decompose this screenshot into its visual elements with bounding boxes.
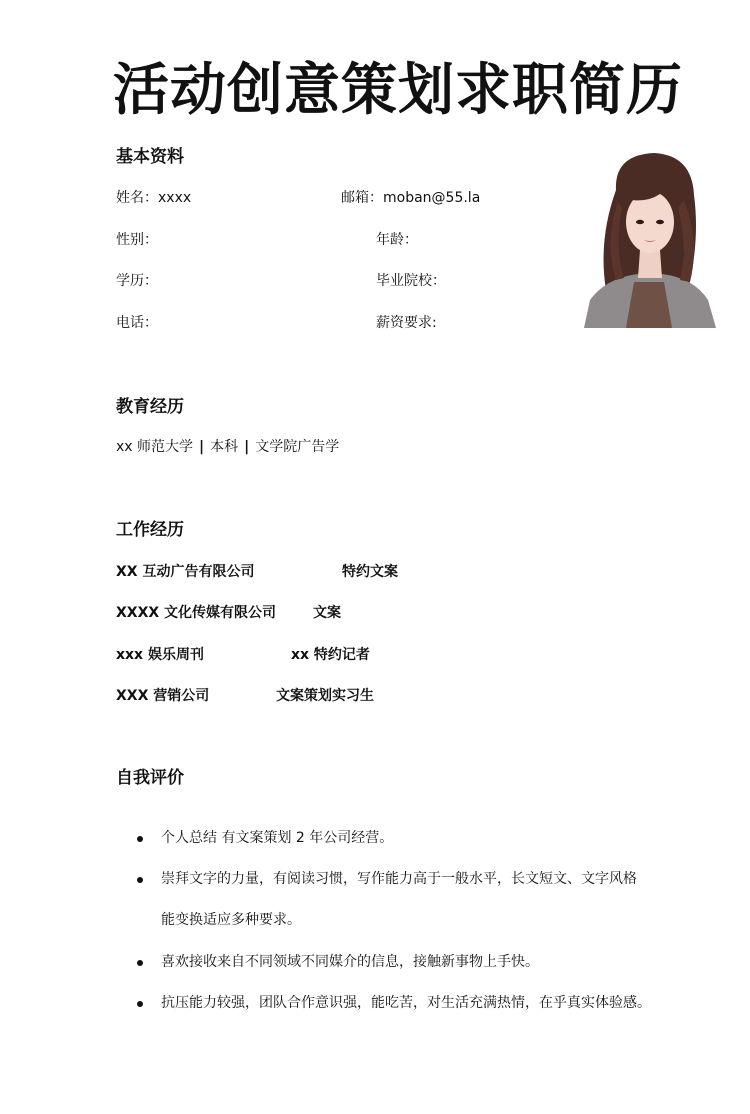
- profile-photo: [576, 150, 720, 328]
- education-line: [116, 437, 339, 457]
- portrait-image: [576, 150, 720, 328]
- school-field: 毕业院校：: [376, 273, 446, 289]
- work-role: 特约文案: [342, 564, 398, 580]
- evaluation-item: 个人总结 有文案策划 2 年公司经营。: [161, 830, 394, 846]
- evaluation-item: 喜欢接收来自不同领域不同媒介的信息，接触新事物上手快。: [161, 954, 539, 970]
- work-role: 文案策划实习生: [276, 688, 374, 704]
- self-evaluation-heading: 自我评价: [116, 768, 184, 788]
- work-company: XXX 营销公司: [116, 688, 210, 704]
- evaluation-item-continuation: 能变换适应多种要求。: [161, 912, 301, 928]
- work-role: xx 特约记者: [291, 647, 370, 663]
- education-level-field: 学历：: [116, 273, 158, 289]
- work-role: 文案: [313, 605, 341, 621]
- evaluation-item: 崇拜文字的力量，有阅读习惯，写作能力高于一般水平，长文短文、文字风格: [161, 871, 637, 887]
- work-heading: 工作经历: [116, 520, 184, 540]
- work-company: XX 互动广告有限公司: [116, 564, 255, 580]
- education-separator: |: [244, 439, 250, 455]
- education-degree: 本科: [210, 439, 239, 455]
- bullet-icon: [137, 960, 143, 966]
- work-company: XXXX 文化传媒有限公司: [116, 605, 277, 621]
- age-field: 年龄：: [376, 232, 418, 248]
- education-heading: 教育经历: [116, 397, 184, 417]
- work-company: xxx 娱乐周刊: [116, 647, 204, 663]
- bullet-icon: [137, 836, 143, 842]
- education-major: 文学院广告学: [255, 439, 340, 455]
- bullet-icon: [137, 1001, 143, 1007]
- resume-title: 活动创意策划求职简历: [113, 58, 683, 123]
- email-field: 邮箱：moban@55.la: [341, 190, 481, 206]
- evaluation-item: 抗压能力较强，团队合作意识强，能吃苦，对生活充满热情，在乎真实体验感。: [161, 995, 651, 1011]
- education-school: xx 师范大学: [116, 439, 194, 455]
- bullet-icon: [137, 877, 143, 883]
- education-separator: |: [199, 439, 205, 455]
- salary-field: 薪资要求:: [376, 315, 437, 331]
- phone-field: 电话：: [116, 315, 158, 331]
- gender-field: 性别：: [116, 232, 158, 248]
- name-field: 姓名：xxxx: [116, 190, 192, 206]
- basic-info-heading: 基本资料: [116, 147, 184, 167]
